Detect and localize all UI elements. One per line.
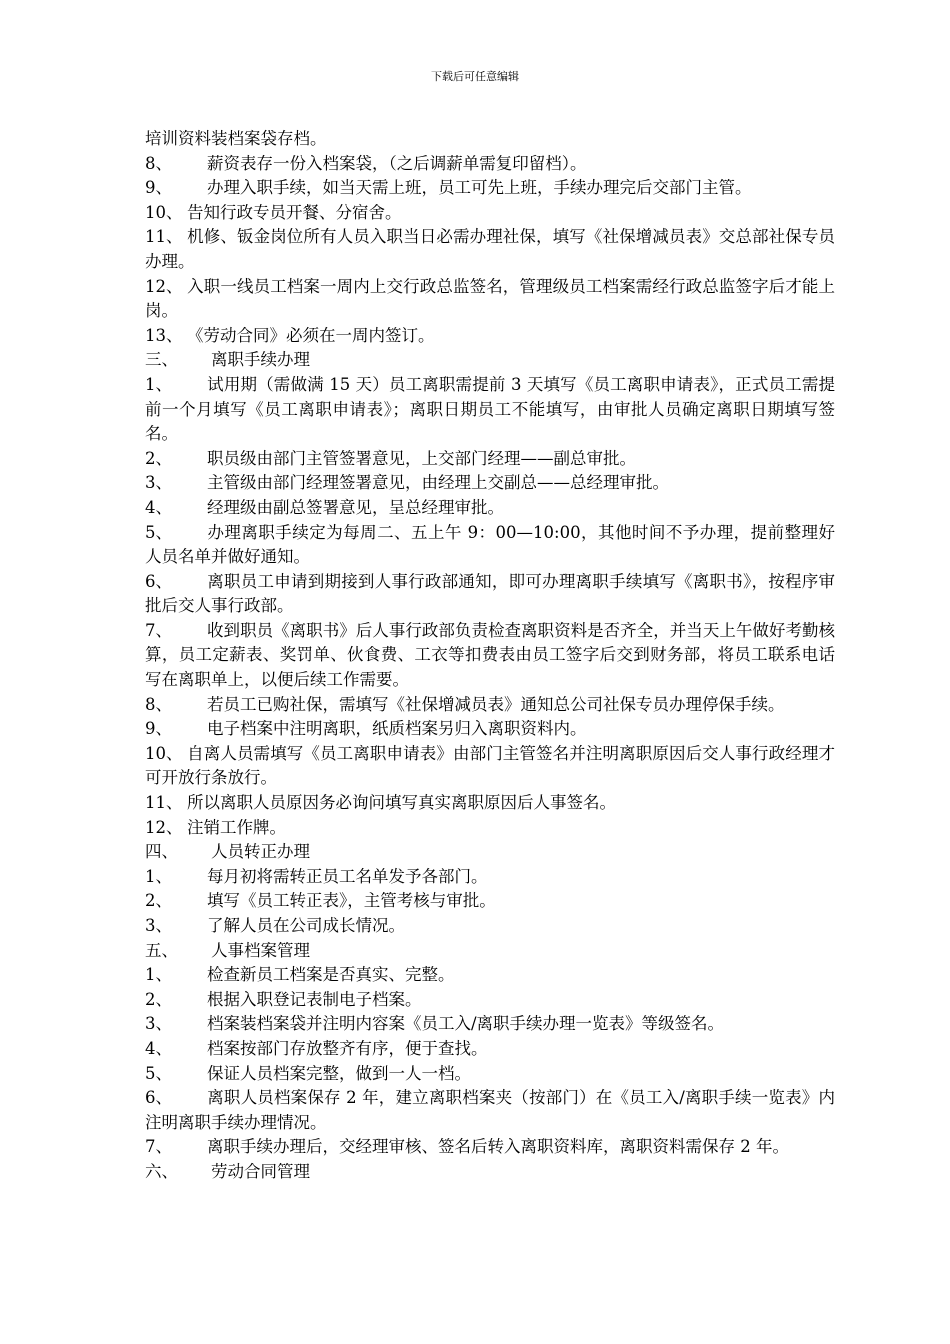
item-text: 所以离职人员原因务必询问填写真实离职原因后人事签名。 <box>187 793 616 813</box>
list-item <box>145 1012 835 1037</box>
list-item <box>145 1135 835 1160</box>
list-item <box>145 447 835 472</box>
item-text: 若员工已购社保，需填写《社保增减员表》通知总公司社保专员办理停保手续。 <box>207 694 785 714</box>
item-number: 3、 <box>145 1014 172 1034</box>
list-item <box>145 1086 835 1135</box>
item-text: 检查新员工档案是否真实、完整。 <box>207 965 455 985</box>
section-heading <box>145 840 835 865</box>
section-heading <box>145 939 835 964</box>
item-text: 填写《员工转正表》，主管考核与审批。 <box>207 891 496 911</box>
list-item <box>145 471 835 496</box>
item-number: 4、 <box>145 1038 172 1058</box>
item-number: 三、 <box>145 350 178 370</box>
list-item <box>145 521 835 570</box>
item-number: 5、 <box>145 522 172 542</box>
item-number: 13、 <box>145 325 183 345</box>
list-item <box>145 865 835 890</box>
item-number: 5、 <box>145 1063 172 1083</box>
list-item <box>145 791 835 816</box>
item-number: 四、 <box>145 842 178 862</box>
item-number: 11、 <box>145 793 183 813</box>
item-text: 保证人员档案完整，做到一人一档。 <box>207 1063 471 1083</box>
item-text: 培训资料装档案袋存档。 <box>145 129 327 148</box>
list-item <box>145 1037 835 1062</box>
list-item <box>145 1062 835 1087</box>
list-item <box>145 176 835 201</box>
item-text: 电子档案中注明离职，纸质档案另归入离职资料内。 <box>207 719 587 739</box>
item-text: 离职手续办理后，交经理审核、签名后转入离职资料库，离职资料需保存 2 年。 <box>207 1137 789 1157</box>
item-number: 2、 <box>145 989 172 1009</box>
item-number: 3、 <box>145 916 172 935</box>
item-number: 10、 <box>145 202 183 222</box>
list-item <box>145 619 835 693</box>
item-number: 2、 <box>145 448 172 468</box>
list-item <box>145 496 835 521</box>
item-number: 1、 <box>145 866 172 886</box>
item-number: 6、 <box>145 1088 172 1108</box>
item-text: 入职一线员工档案一周内上交行政总监签名，管理级员工档案需经行政总监签字后才能上岗。 <box>145 276 835 321</box>
page-header: 下载后可任意编辑 <box>431 70 519 83</box>
item-number: 10、 <box>145 743 183 763</box>
item-text: 经理级由副总签署意见，呈总经理审批。 <box>207 497 504 517</box>
item-text: 每月初将需转正员工名单发予各部门。 <box>207 866 488 886</box>
item-number: 7、 <box>145 1137 172 1157</box>
item-number: 9、 <box>145 719 172 739</box>
item-text: 劳动合同管理 <box>211 1161 310 1181</box>
list-item <box>145 373 835 447</box>
item-number: 11、 <box>145 227 183 247</box>
section-heading <box>145 348 835 373</box>
section-heading <box>145 1160 835 1185</box>
list-item <box>145 275 835 324</box>
item-number: 7、 <box>145 620 172 640</box>
list-item <box>145 127 835 152</box>
list-item <box>145 963 835 988</box>
item-text: 办理入职手续，如当天需上班，员工可先上班，手续办理完后交部门主管。 <box>207 178 752 198</box>
item-number: 3、 <box>145 473 172 493</box>
item-text: 机修、钣金岗位所有人员入职当日必需办理社保，填写《社保增减员表》交总部社保专员办理。 <box>145 227 835 271</box>
item-text: 主管级由部门经理签署意见，由经理上交副总——总经理审批。 <box>207 473 669 493</box>
list-item <box>145 152 835 177</box>
item-text: 注销工作牌。 <box>187 817 286 837</box>
item-text: 告知行政专员开餐、分宿舍。 <box>187 202 402 222</box>
item-number: 2、 <box>145 891 172 911</box>
item-text: 档案按部门存放整齐有序，便于查找。 <box>207 1038 488 1058</box>
item-text: 离职员工申请到期接到人事行政部通知，即可办理离职手续填写《离职书》，按程序审批后交人事行政部。 <box>145 571 835 616</box>
item-text: 薪资表存一份入档案袋，（之后调薪单需复印留档）。 <box>207 153 587 173</box>
item-text: 离职人员档案保存 2 年，建立离职档案夹（按部门）在《员工入/离职手续一览表》内注明离职手续办理情况。 <box>145 1088 835 1132</box>
item-number: 9、 <box>145 178 172 198</box>
item-number: 8、 <box>145 694 172 714</box>
item-text: 离职手续办理 <box>211 350 310 370</box>
list-item <box>145 693 835 718</box>
item-number: 12、 <box>145 817 183 837</box>
item-number: 8、 <box>145 153 172 173</box>
list-item <box>145 201 835 226</box>
list-item <box>145 816 835 841</box>
item-number: 六、 <box>145 1161 178 1181</box>
item-text: 人员转正办理 <box>211 842 310 862</box>
item-number: 1、 <box>145 374 172 394</box>
item-number: 4、 <box>145 497 172 517</box>
item-text: 档案装档案袋并注明内容案《员工入/离职手续办理一览表》等级签名。 <box>207 1014 725 1034</box>
item-number: 6、 <box>145 571 172 591</box>
item-text: 收到职员《离职书》后人事行政部负责检查离职资料是否齐全，并当天上午做好考勤核算，员工定薪表、奖罚单、伙食费、工衣等扣费表由员工签字后交到财务部，将员工联系电话写在离职单上，以便后续工作需要。 <box>145 620 835 690</box>
list-item <box>145 742 835 791</box>
list-item <box>145 914 835 939</box>
item-text: 根据入职登记表制电子档案。 <box>207 989 422 1009</box>
list-item <box>145 717 835 742</box>
item-text: 人事档案管理 <box>211 940 310 960</box>
document-body <box>145 127 835 1185</box>
item-number: 1、 <box>145 965 172 985</box>
list-item <box>145 889 835 914</box>
item-text: 职员级由部门主管签署意见，上交部门经理——副总审批。 <box>207 448 636 468</box>
item-text: 《劳动合同》必须在一周内签订。 <box>187 325 435 345</box>
list-item <box>145 570 835 619</box>
item-text: 了解人员在公司成长情况。 <box>207 916 405 935</box>
item-number: 五、 <box>145 940 178 960</box>
list-item <box>145 988 835 1013</box>
item-text: 自离人员需填写《员工离职申请表》由部门主管签名并注明离职原因后交人事行政经理才可开放行条放行。 <box>145 743 835 788</box>
item-text: 试用期（需做满 15 天）员工离职需提前 3 天填写《员工离职申请表》，正式员工需提前一个月填写《员工离职申请表》；离职日期员工不能填写，由审批人员确定离职日期填写签名。 <box>145 374 835 444</box>
item-text: 办理离职手续定为每周二、五上午 9：00—10:00，其他时间不予办理，提前整理好人员名单并做好通知。 <box>145 522 835 567</box>
list-item <box>145 225 835 274</box>
list-item <box>145 324 835 349</box>
item-number: 12、 <box>145 276 183 296</box>
